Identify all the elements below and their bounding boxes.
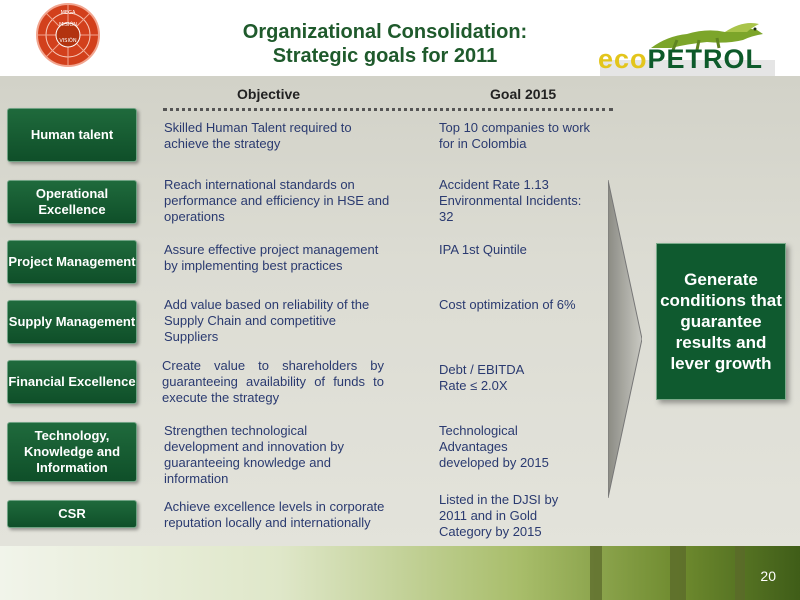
tree-trunk (670, 546, 686, 600)
goal-operational-excellence: Accident Rate 1.13 Environmental Incidents: 32 (439, 177, 582, 224)
row-label-financial-excellence: Financial Excellence (7, 360, 137, 404)
chevron-right-arrow-icon (608, 180, 642, 498)
title-line-1: Organizational Consolidation: (242, 21, 528, 43)
wheel-label: VISIÓN (59, 38, 77, 44)
goal-csr: Listed in the DJSI by 2011 and in Gold Category by 2015 (439, 492, 559, 539)
objective-supply-management: Add value based on reliability of the Supply Chain and competitive Suppliers (164, 297, 370, 344)
goal-project-management: IPA 1st Quintile (439, 242, 527, 257)
wheel-label: MEGA (60, 10, 76, 16)
goal-supply-management: Cost optimization of 6% (439, 297, 576, 312)
title-line-2: Strategic goals for 2011 (272, 45, 498, 67)
result-text: Generate conditions that guarantee results and lever growth (660, 270, 782, 373)
goal-header: Goal 2015 (490, 86, 557, 102)
goal-financial-excellence: Debt / EBITDA Rate ≤ 2.0X (439, 362, 524, 393)
objective-header: Objective (237, 86, 301, 102)
row-label-supply-management: Supply Management (7, 300, 137, 344)
slide-header (0, 0, 800, 76)
logo-wordmark (598, 44, 763, 75)
header-divider (163, 108, 613, 111)
strategy-wheel-icon (4, 2, 132, 68)
page-title (195, 20, 575, 68)
goal-technology-knowledge-information: Technological Advantages developed by 2015 (439, 423, 549, 470)
logo-eco: eco (598, 44, 648, 74)
page-number: 20 (760, 568, 776, 584)
result-box (656, 243, 786, 400)
row-label-human-talent: Human talent (7, 108, 137, 162)
row-label-operational-excellence: Operational Excellence (7, 180, 137, 224)
objective-human-talent: Skilled Human Talent required to achieve the strategy (164, 120, 352, 151)
objective-csr: Achieve excellence levels in corporate reputation locally and internationally (164, 499, 385, 530)
logo-petrol: PETROL (647, 44, 764, 74)
objective-project-management: Assure effective project management by implementing best practices (164, 242, 379, 273)
goal-human-talent: Top 10 companies to work for in Colombia (439, 120, 591, 151)
tree-trunk (590, 546, 602, 600)
objective-operational-excellence: Reach international standards on performance and efficiency in HSE and operations (164, 177, 390, 224)
tree-trunk (735, 546, 745, 600)
row-label-project-management: Project Management (7, 240, 137, 284)
objective-financial-excellence: Create value to shareholders by guaranteeing availability of funds to execute the strategy (162, 358, 384, 405)
ecopetrol-logo (592, 18, 792, 80)
wheel-label: MISIÓN (58, 22, 78, 28)
objective-technology-knowledge-information: Strengthen technological development and innovation by guaranteeing knowledge and information (164, 423, 344, 486)
row-label-technology-knowledge-information: Technology, Knowledge and Information (7, 422, 137, 482)
row-label-csr: CSR (7, 500, 137, 528)
